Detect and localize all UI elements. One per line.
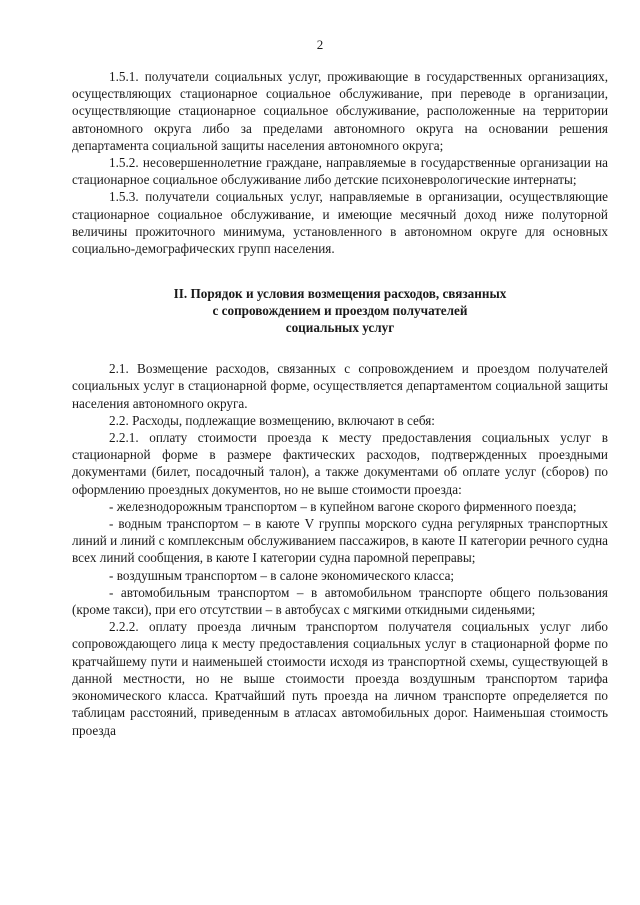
document-body	[72, 68, 608, 739]
paragraph-2-1: 2.1. Возмещение расходов, связанных с сопровождением и проездом получателей социальных услуг в стационарной форме, осуществляется департаментом социальной защиты населения автономного округа.	[72, 361, 608, 411]
section-heading-line: II. Порядок и условия возмещения расходов, связанных	[173, 286, 507, 302]
paragraph-1-5-1: 1.5.1. получатели социальных услуг, проживающие в государственных организациях, осуществляющих стационарное социальное обслуживание, при переводе в организации, осуществляющие стационарное социальное обслуживание, расположенные на территории автономного округа либо за пределами автономного округа на основании решения департамента социальной защиты населения автономного округа;	[72, 69, 608, 153]
page-number: 2	[316, 37, 324, 52]
section-heading	[72, 285, 608, 336]
list-item-rail: - железнодорожным транспортом – в купейном вагоне скорого фирменного поезда;	[109, 498, 577, 514]
paragraph-1-5-2: 1.5.2. несовершеннолетние граждане, направляемые в государственные организации на стационарное социальное обслуживание либо детские психоневрологические интернаты;	[72, 155, 608, 188]
list-item-water: - водным транспортом – в каюте V группы морского судна регулярных транспортных линий и линий с комплексным обслуживанием пассажиров, в каюте II категории речного судна всех линий сообщения, в каюте I категории судна паромной переправы;	[72, 516, 608, 566]
section-heading-line: с сопровождением и проездом получателей	[212, 303, 468, 319]
paragraph-2-2-2: 2.2.2. оплату проезда личным транспортом получателя социальных услуг либо сопровождающего лица к месту предоставления социальных услуг в стационарной форме по кратчайшему пути и наименьшей стоимости исходя из транспортной схемы, существующей в данной местности, но не выше стоимости проезда воздушным транспортом тарифа экономического класса. Кратчайший путь проезда на личном транспорте определяется по таблицам расстояний, приведенным в атласах автомобильных дорог. Наименьшая стоимость проезда	[72, 619, 608, 738]
paragraph-1-5-3: 1.5.3. получатели социальных услуг, направляемые в организации, осуществляющие стационарное социальное обслуживание, и имеющие месячный доход ниже полуторной величины прожиточного минимума, установленного в автономном округе для основных социально-демографических групп населения.	[72, 189, 608, 257]
list-item-road: - автомобильным транспортом – в автомобильном транспорте общего пользования (кроме такси), при его отсутствии – в автобусах с мягкими откидными сиденьями;	[72, 584, 608, 618]
paragraph-2-2-1: 2.2.1. оплату стоимости проезда к месту предоставления социальных услуг в стационарной форме в размере фактических расходов, подтвержденных проездными документами (билет, посадочный талон), а также документами об оплате услуг (сборов) по оформлению проездных документов, но не выше стоимости проезда:	[72, 430, 608, 497]
paragraph-2-2: 2.2. Расходы, подлежащие возмещению, включают в себя:	[109, 412, 435, 428]
list-item-air: - воздушным транспортом – в салоне экономического класса;	[109, 567, 455, 583]
section-heading-line: социальных услуг	[285, 320, 395, 336]
